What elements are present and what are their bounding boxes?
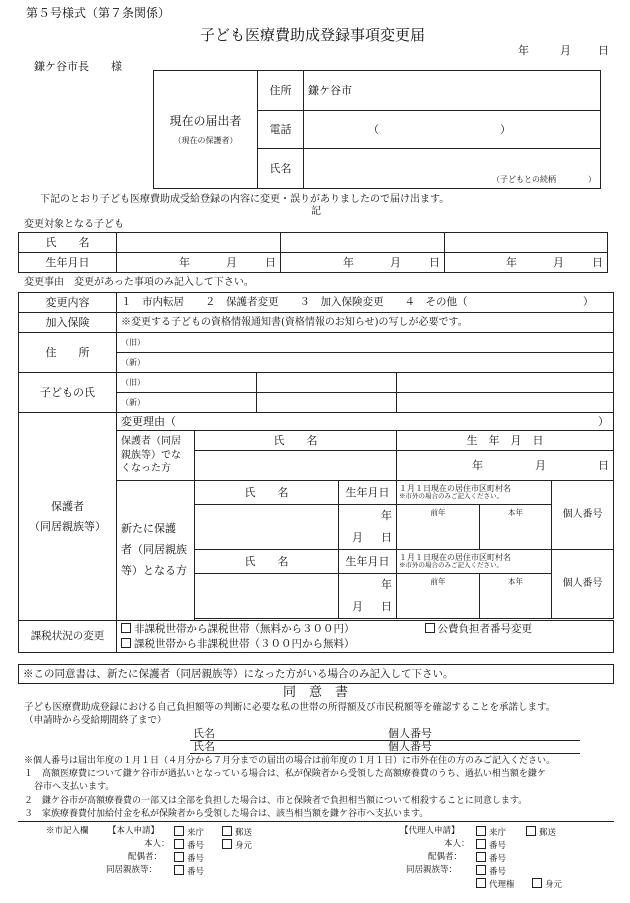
- prev-year-1: 前年: [430, 508, 446, 517]
- consent-number-label-1: 個人番号: [388, 727, 432, 740]
- former-label-cell: [117, 431, 195, 481]
- surname-change-label: 子どもの氏: [19, 373, 117, 413]
- residence-title-1: １月１日現在の居住市区町村名: [399, 483, 511, 493]
- insurance-label: 加入保険: [19, 313, 117, 333]
- this-year-cell-1[interactable]: [480, 505, 552, 550]
- note-3: ２ 鎌ケ谷市が高額療養費の一部又は全部を負担した場合は、市と保険者で負担相当額について相殺することに同意します。: [24, 796, 528, 806]
- self-person-id: [222, 839, 252, 851]
- former-birth-header: 生 年 月 日: [397, 431, 614, 451]
- proxy-id: [532, 878, 562, 890]
- address-label: 住所: [258, 71, 304, 111]
- this-year-cell-2[interactable]: [480, 574, 552, 619]
- self-relatives-number-label: 番号: [187, 867, 205, 877]
- proxy-person-number-label: 番号: [489, 841, 507, 851]
- proxy-relatives-number: [476, 865, 506, 877]
- ymd-month: 月: [226, 255, 237, 269]
- proxy-spouse-number-checkbox[interactable]: [476, 852, 486, 862]
- child-birth-label: 生年月日: [19, 253, 117, 273]
- office-proxy-spouse: 配偶者：: [428, 852, 463, 862]
- addr-change-label: 住 所: [19, 333, 117, 373]
- tax-opt2-label: 課税世帯から非課税世帯（３００円から無料）: [134, 637, 355, 650]
- self-person-number-checkbox[interactable]: [174, 839, 184, 849]
- surname-old-1[interactable]: （旧）: [117, 373, 257, 393]
- proxy-id-checkbox[interactable]: [532, 878, 542, 888]
- prev-year-cell-1[interactable]: [397, 505, 480, 550]
- proxy-authority-label: 代理権: [489, 880, 515, 890]
- insurance-note: ※変更する子どもの資格情報通知書(資格情報のお知らせ)の写しが必要です。: [117, 313, 614, 333]
- addr-new[interactable]: （新）: [117, 353, 614, 373]
- child-name-3[interactable]: [445, 233, 608, 253]
- prev-year-2: 前年: [430, 577, 446, 586]
- changes-table: [18, 292, 614, 653]
- addressee: 鎌ケ谷市長 様: [34, 60, 122, 73]
- surname-new-1[interactable]: （新）: [117, 393, 257, 413]
- prev-year-cell-2[interactable]: [397, 574, 480, 619]
- proxy-authority-checkbox[interactable]: [476, 878, 486, 888]
- former-month: 月: [535, 458, 546, 472]
- tax-opt2-checkbox[interactable]: [121, 638, 131, 648]
- intro-text: 下記のとおり子ども医療費助成受給登録の内容に変更・誤りがありましたので届け出ます。: [40, 194, 450, 205]
- new-day-1: 日: [381, 531, 392, 544]
- consent-note: ※この同意書は、新たに保護者（同居親族等）になった方がいる場合のみ記入して下さい。: [19, 665, 614, 684]
- office-proxy-mail: [526, 826, 556, 838]
- indiv-number-header-2: 個人番号: [552, 550, 614, 619]
- former-name-header: 氏 名: [195, 431, 397, 451]
- ymd-month: 月: [553, 255, 564, 269]
- new-label-3: 等）となる方: [121, 563, 187, 577]
- new-name-field-1[interactable]: [195, 505, 339, 550]
- address-field[interactable]: 鎌ケ谷市: [304, 71, 601, 111]
- name-field[interactable]: [304, 149, 601, 189]
- proxy-spouse-number: [476, 852, 506, 864]
- consent-name-label-1: 氏名: [193, 727, 215, 740]
- self-relatives-number: [174, 865, 204, 877]
- new-name-header-2: 氏 名: [195, 550, 339, 574]
- document-title: 子ども医療費助成登録事項変更届: [200, 26, 426, 44]
- proxy-visit-label: 来庁: [489, 828, 507, 838]
- new-name-header-1: 氏 名: [195, 481, 339, 505]
- new-name-field-2[interactable]: [195, 574, 339, 619]
- office-self-label: 【本人申請】: [108, 826, 160, 836]
- phone-field[interactable]: [304, 111, 601, 149]
- former-label-2: 親族等）でな: [121, 449, 181, 461]
- applicant-table: [153, 70, 601, 189]
- surname-old-3[interactable]: [397, 373, 614, 393]
- office-heading: ※市記入欄: [46, 826, 89, 836]
- consent-line-1[interactable]: [190, 740, 580, 741]
- former-year: 年: [472, 458, 483, 472]
- new-year-2: 年: [381, 578, 392, 591]
- proxy-visit-checkbox[interactable]: [476, 826, 486, 836]
- proxy-spouse-number-label: 番号: [489, 854, 507, 864]
- surname-old-2[interactable]: [257, 373, 397, 393]
- residence-header-2: [397, 550, 552, 574]
- office-proxy-person: 本人：: [444, 839, 470, 849]
- ymd-day: 日: [592, 255, 603, 269]
- self-spouse-number: [174, 852, 204, 864]
- residence-title-2: １月１日現在の居住市区町村名: [399, 552, 511, 562]
- guardian-label: 保護者: [51, 500, 84, 514]
- tax-label: 課税状況の変更: [19, 621, 117, 653]
- former-day: 日: [598, 458, 609, 472]
- ymd-year: 年: [506, 255, 517, 269]
- office-self-mail: [222, 826, 252, 838]
- applicant-label: 現在の届出者: [169, 113, 242, 128]
- office-self-visit: [174, 826, 204, 838]
- reason-note: 変更事由 変更があった事項のみ記入して下さい。: [24, 277, 254, 288]
- self-person-id-checkbox[interactable]: [222, 839, 232, 849]
- child-name-label: 氏 名: [19, 233, 117, 253]
- applicant-sublabel: （現在の保護者）: [173, 135, 238, 145]
- new-birth-field-2[interactable]: [339, 574, 397, 619]
- tax-opt1-label: 非課税世帯から課税世帯（無料から３００円）: [134, 622, 355, 635]
- proxy-person-number-checkbox[interactable]: [476, 839, 486, 849]
- new-year-1: 年: [381, 509, 392, 522]
- date-year: 年: [518, 44, 529, 57]
- guardian-sublabel: （同居親族等）: [29, 519, 106, 533]
- tax-opt3-label: 公費負担者番号変更: [437, 622, 532, 635]
- consent-name-label-2: 氏名: [193, 740, 215, 753]
- ymd-month: 月: [390, 255, 401, 269]
- self-mail-checkbox[interactable]: [222, 826, 232, 836]
- consent-table: [18, 664, 614, 684]
- name-label: 氏名: [258, 149, 304, 189]
- this-year-1: 本年: [508, 508, 523, 517]
- guardian-label-cell: [19, 413, 117, 621]
- proxy-mail-checkbox[interactable]: [526, 826, 536, 836]
- proxy-id-label: 身元: [545, 880, 563, 890]
- date-day: 日: [598, 44, 609, 57]
- self-spouse-number-checkbox[interactable]: [174, 852, 184, 862]
- office-proxy-relatives: 同居親族等：: [406, 865, 458, 875]
- indiv-number-header-1: 個人番号: [552, 481, 614, 550]
- consent-text: 子ども医療費助成登録における自己負担額等の判断に必要な私の世帯の所得額及び市民税額等を確認することを承諾します。: [24, 702, 556, 713]
- note-0: ※個人番号は届出年度の１月１日（４月分から７月分までの届出の場合は前年度の１月１日）に市外在住の方のみご記入ください。: [24, 756, 556, 766]
- office-self-spouse: 配偶者：: [128, 852, 163, 862]
- self-person-number-label: 番号: [187, 841, 205, 851]
- new-month-2: 月: [352, 600, 363, 613]
- former-label-1: 保護者（同居: [121, 436, 181, 448]
- proxy-relatives-number-checkbox[interactable]: [476, 865, 486, 875]
- residence-note-2: ※市外の場合のみご記入ください。: [399, 561, 503, 570]
- addr-old[interactable]: （旧）: [117, 333, 614, 353]
- target-child-table: [18, 232, 608, 273]
- ymd-year: 年: [343, 255, 354, 269]
- new-month-1: 月: [352, 531, 363, 544]
- change-reason-field[interactable]: 変更理由（ ）: [117, 413, 614, 431]
- content-options[interactable]: １ 市内転居 ２ 保護者変更 ３ 加入保険変更 ４ その他（ ）: [117, 293, 614, 313]
- target-child-heading: 変更対象となる子ども: [24, 219, 124, 230]
- office-self-person: 本人：: [144, 839, 170, 849]
- former-birth-field[interactable]: [397, 451, 614, 481]
- office-self-relatives: 同居親族等：: [106, 865, 158, 875]
- self-spouse-number-label: 番号: [187, 854, 205, 864]
- form-number: 第５号様式（第７条関係）: [26, 6, 171, 20]
- new-day-2: 日: [381, 600, 392, 613]
- consent-line-2[interactable]: [190, 753, 580, 754]
- phone-paren: （ ）: [368, 122, 511, 136]
- date-month: 月: [560, 44, 571, 57]
- child-name-1[interactable]: [117, 233, 281, 253]
- note-1: １ 高額医療費について鎌ケ谷市が過払いとなっている場合は、私が保険者から受領した高額療養費のうち、過払い相当額を鎌ケ: [24, 769, 546, 779]
- former-label-3: くなった方: [121, 463, 171, 475]
- child-birth-3[interactable]: [445, 253, 608, 273]
- surname-new-3[interactable]: [397, 393, 614, 413]
- applicant-label-cell: [154, 71, 258, 189]
- ymd-year: 年: [179, 255, 190, 269]
- ymd-day: 日: [429, 255, 440, 269]
- ymd-day: 日: [265, 255, 276, 269]
- phone-label: 電話: [258, 111, 304, 149]
- consent-period: （申請時から受給期間終了まで）: [24, 715, 167, 726]
- tax-opt3-checkbox[interactable]: [425, 623, 435, 633]
- consent-number-label-2: 個人番号: [388, 740, 432, 753]
- new-birth-field-1[interactable]: [339, 505, 397, 550]
- proxy-mail-label: 郵送: [539, 828, 557, 838]
- self-mail-label: 郵送: [235, 828, 253, 838]
- new-label-2: 者（同居親族: [121, 543, 187, 557]
- new-guardian-label-cell: [117, 481, 195, 621]
- new-birth-header-2: 生年月日: [339, 550, 397, 574]
- relation-note: （子どもとの続柄 ）: [492, 174, 596, 184]
- office-divider: [18, 821, 614, 822]
- child-name-2[interactable]: [281, 233, 445, 253]
- note-2: 谷市へ支払います。: [34, 782, 115, 792]
- consent-title: 同 意 書: [283, 685, 349, 700]
- former-name-field[interactable]: [195, 451, 397, 481]
- office-proxy-visit: [476, 826, 506, 838]
- proxy-authority: [476, 878, 515, 890]
- new-label-1: 新たに保護: [121, 522, 176, 536]
- self-person-id-label: 身元: [235, 841, 253, 851]
- self-relatives-number-checkbox[interactable]: [174, 865, 184, 875]
- residence-header-1: [397, 481, 552, 505]
- new-birth-header-1: 生年月日: [339, 481, 397, 505]
- child-birth-2[interactable]: [281, 253, 445, 273]
- content-label: 変更内容: [19, 293, 117, 313]
- residence-note-1: ※市外の場合のみご記入ください。: [399, 492, 503, 501]
- note-4: ３ 家族療養費付加給付金を私が保険者から受領した場合は、該当相当額を鎌ケ谷市へ支払います。: [24, 809, 429, 819]
- office-proxy-label: 【代理人申請】: [400, 826, 460, 836]
- self-visit-checkbox[interactable]: [174, 826, 184, 836]
- self-visit-label: 来庁: [187, 828, 205, 838]
- tax-opt1-checkbox[interactable]: [121, 623, 131, 633]
- surname-new-2[interactable]: [257, 393, 397, 413]
- tax-options: [117, 621, 614, 653]
- change-reason-label: 変更理由（: [121, 414, 176, 428]
- this-year-2: 本年: [508, 577, 523, 586]
- self-person-number: [174, 839, 204, 851]
- child-birth-1[interactable]: [117, 253, 281, 273]
- proxy-person-number: [476, 839, 506, 851]
- ki-mark: 記: [311, 206, 321, 217]
- proxy-relatives-number-label: 番号: [489, 867, 507, 877]
